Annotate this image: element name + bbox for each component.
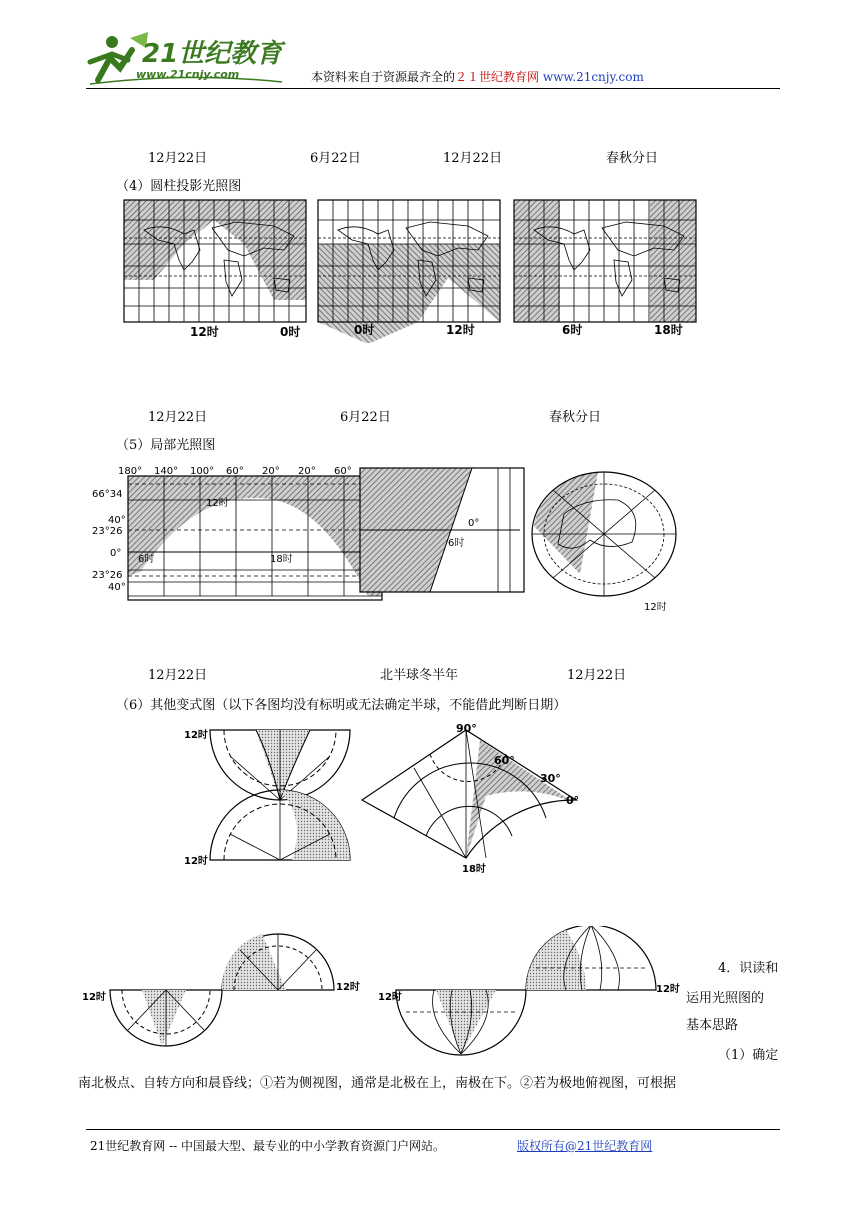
time-label: 12时 xyxy=(336,982,360,993)
longitude-label: 20° xyxy=(262,466,280,477)
map-time-label: 12时 xyxy=(446,323,475,337)
time-label: 12时 xyxy=(644,602,667,612)
caption: 12月22日 xyxy=(148,668,208,683)
header-url[interactable]: www.21cnjy.com xyxy=(542,70,644,84)
time-label: 12时 xyxy=(82,992,106,1003)
time-label: 12时 xyxy=(378,992,402,1003)
time-label: 6时 xyxy=(448,538,465,549)
section-6-title: （6）其他变式图（以下各图均没有标明或无法确定半球，不能借此判断日期） xyxy=(116,698,567,713)
time-label: 12时 xyxy=(184,730,208,741)
longitude-label: 20° xyxy=(298,466,316,477)
body-text-line: 南北极点、自转方向和晨昏线；①若为侧视图，通常是北极在上，南极在下。②若为极地俯视图，可根据 xyxy=(78,1076,677,1091)
cylindrical-maps xyxy=(120,198,700,343)
latitude-label: 0° xyxy=(110,548,122,559)
longitude-label: 60° xyxy=(226,466,244,477)
angle-label: 90° xyxy=(456,722,477,735)
angle-label: 60° xyxy=(494,754,515,767)
equator-label: 0° xyxy=(468,518,480,529)
latitude-label: 40° xyxy=(108,582,126,593)
site-logo xyxy=(86,28,286,88)
logo-url: www.21cnjy.com xyxy=(136,68,240,81)
variant-figures xyxy=(176,718,596,878)
time-label: 18时 xyxy=(462,864,486,875)
map-time-label: 12时 xyxy=(190,325,219,339)
caption: 12月22日 xyxy=(443,151,503,166)
time-label: 12时 xyxy=(206,498,229,509)
body-text-line: 运用光照图的 xyxy=(686,991,765,1006)
map-time-label: 18时 xyxy=(654,323,683,337)
angle-label: 0° xyxy=(566,794,580,807)
header-notice: 本资料来自于资源最齐全的２１世纪教育网 www.21cnjy.com xyxy=(311,70,644,84)
caption: 北半球冬半年 xyxy=(380,668,459,683)
caption: 春秋分日 xyxy=(606,151,659,166)
latitude-label: 23°26 xyxy=(92,570,123,581)
footer-divider xyxy=(86,1129,780,1130)
footer-text: 21世纪教育网 -- 中国最大型、最专业的中小学教育资源门户网站。 xyxy=(90,1139,446,1153)
section-4-title: （4）圆柱投影光照图 xyxy=(116,179,242,194)
local-illumination-figures xyxy=(86,462,686,612)
longitude-label: 180° xyxy=(118,466,143,477)
body-text-line: （1）确定 xyxy=(718,1048,779,1063)
time-label: 18时 xyxy=(270,554,293,565)
caption: 12月22日 xyxy=(148,410,208,425)
caption: 6月22日 xyxy=(310,151,361,166)
time-label: 12时 xyxy=(656,984,680,995)
caption: 12月22日 xyxy=(567,668,627,683)
longitude-label: 60° xyxy=(334,466,352,477)
header-divider xyxy=(86,88,780,89)
longitude-label: 140° xyxy=(154,466,179,477)
angle-label: 30° xyxy=(540,772,561,785)
latitude-label: 40° xyxy=(108,515,126,526)
section-5-title: （5）局部光照图 xyxy=(116,438,216,453)
copyright-link[interactable]: 版权所有@21世纪教育网 xyxy=(517,1139,653,1153)
longitude-label: 100° xyxy=(190,466,215,477)
map-time-label: 6时 xyxy=(562,323,583,337)
body-text-line: 4．识读和 xyxy=(718,961,779,976)
body-text-line: 基本思路 xyxy=(686,1018,739,1033)
time-label: 6时 xyxy=(138,554,155,565)
latitude-label: 66°34 xyxy=(92,489,123,500)
time-label: 12时 xyxy=(184,856,208,867)
map-time-label: 0时 xyxy=(280,325,301,339)
s-shaped-figures xyxy=(78,926,698,1056)
caption: 6月22日 xyxy=(340,410,391,425)
latitude-label: 23°26 xyxy=(92,526,123,537)
map-time-label: 0时 xyxy=(354,323,375,337)
header-site-name: ２１世纪教育网 xyxy=(455,70,540,84)
caption: 春秋分日 xyxy=(549,410,602,425)
logo-text: 21世纪教育 xyxy=(142,39,283,69)
caption: 12月22日 xyxy=(148,151,208,166)
